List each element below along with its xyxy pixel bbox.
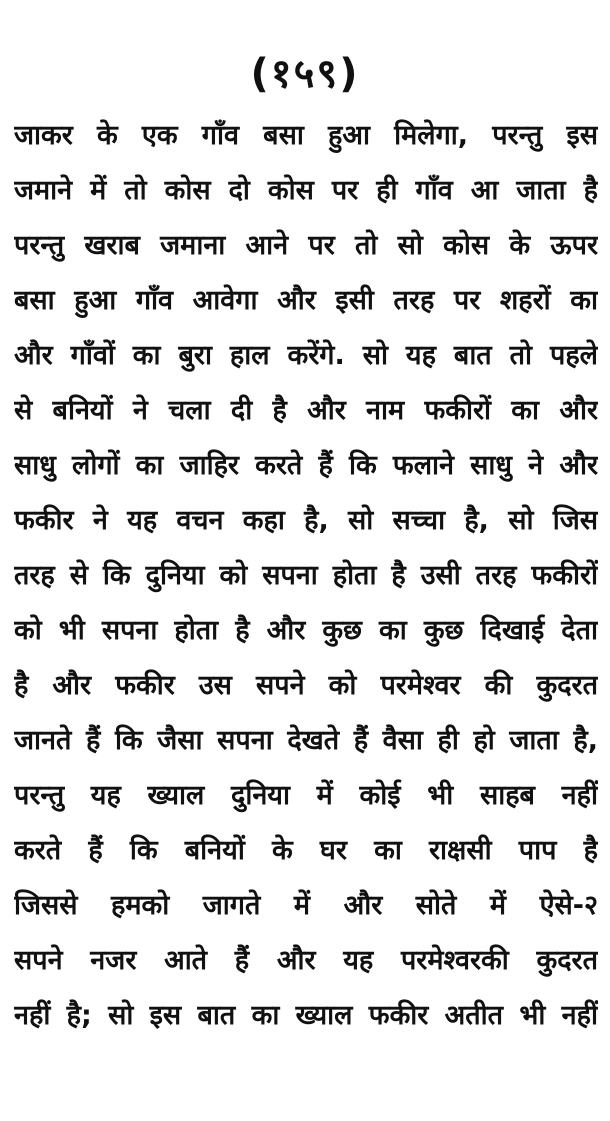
text-line: सपने नजर आते हैं और यह परमेश्वरकी कुदरत [14, 945, 598, 976]
text-line: परन्तु यह ख्याल दुनिया में कोई भी साहब नहीं [14, 780, 598, 811]
text-line: जमाने में तो कोस दो कोस पर ही गाँव आ जाता है [14, 175, 598, 206]
text-line: परन्तु खराब जमाना आने पर तो सो कोस के ऊपर [14, 230, 598, 261]
text-line: करते हैं कि बनियों के घर का राक्षसी पाप है [14, 835, 598, 866]
text-line: फकीर ने यह वचन कहा है, सो सच्चा है, सो जिस [14, 505, 598, 536]
page-number: (१५९) [250, 51, 360, 97]
text-line: बसा हुआ गाँव आवेगा और इसी तरह पर शहरों का [14, 285, 598, 316]
text-line: को भी सपना होता है और कुछ का कुछ दिखाई देता [14, 615, 598, 646]
text-line: से बनियों ने चला दी है और नाम फकीरों का और [14, 395, 598, 426]
text-line: जाकर के एक गाँव बसा हुआ मिलेगा, परन्तु इस [14, 120, 598, 151]
body-text [14, 108, 598, 1043]
text-line: नहीं है; सो इस बात का ख्याल फकीर अतीत भी नहीं [14, 1000, 598, 1031]
text-line: और गाँवों का बुरा हाल करेंगे. सो यह बात तो पहले [14, 340, 598, 371]
text-line: जिससे हमको जागते में और सोते में ऐसे-२ [14, 890, 598, 921]
text-line: है और फकीर उस सपने को परमेश्वर की कुदरत [14, 670, 598, 701]
text-line: साधु लोगों का जाहिर करते हैं कि फलाने साधु ने और [14, 450, 598, 481]
text-line: जानते हैं कि जैसा सपना देखते हैं वैसा ही हो जाता है, [14, 725, 598, 756]
text-line: तरह से कि दुनिया को सपना होता है उसी तरह फकीरों [14, 560, 598, 591]
